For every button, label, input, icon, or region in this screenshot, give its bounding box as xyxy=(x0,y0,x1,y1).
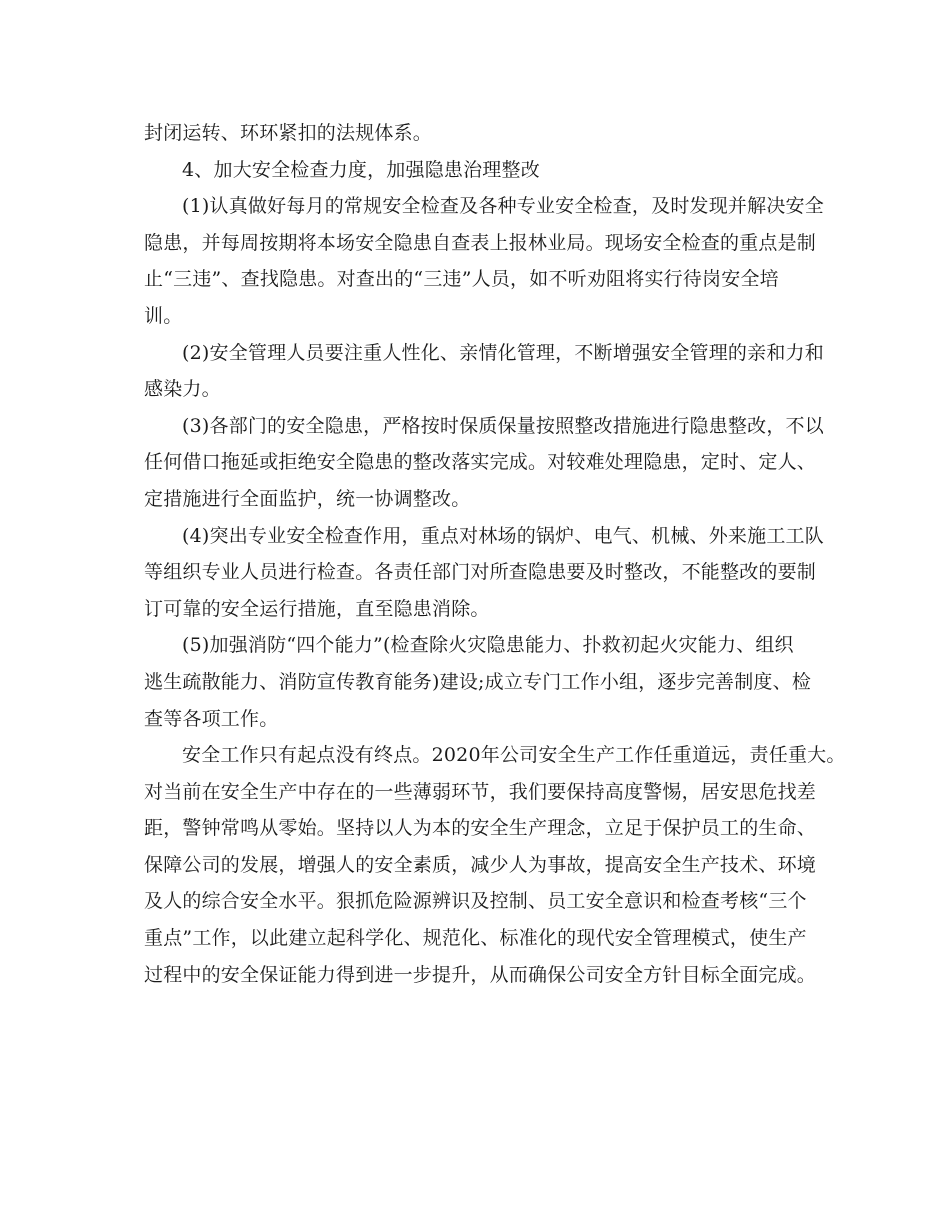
text-line: 感染力。 xyxy=(144,378,221,401)
text-line: (2)安全管理人员要注重人性化、亲情化管理，不断增强安全管理的亲和力和 xyxy=(182,341,824,364)
text-line: 保障公司的发展，增强人的安全素质，减少人为事故，提高安全生产技术、环境 xyxy=(144,853,817,876)
text-line: (1)认真做好每月的常规安全检查及各种专业安全检查，及时发现并解决安全 xyxy=(182,195,824,218)
text-line: 及人的综合安全水平。狠抓危险源辨识及控制、员工安全意识和检查考核“三个 xyxy=(144,890,807,913)
text-line: 定措施进行全面监护，统一协调整改。 xyxy=(144,487,471,510)
text-line: 过程中的安全保证能力得到进一步提升，从而确保公司安全方针目标全面完成。 xyxy=(144,963,817,986)
text-line: (5)加强消防“四个能力”(检查除火灾隐患能力、扑救初起火灾能力、组织 xyxy=(182,634,794,657)
text-line: 4、加大安全检查力度，加强隐患治理整改 xyxy=(182,158,540,181)
text-line: 等组织专业人员进行检查。各责任部门对所查隐患要及时整改，不能整改的要制 xyxy=(144,561,817,584)
text-line: 封闭运转、环环紧扣的法规体系。 xyxy=(144,122,433,144)
text-line: 距，警钟常鸣从零始。坚持以人为本的安全生产理念，立足于保护员工的生命、 xyxy=(144,817,817,840)
text-line: 安全工作只有起点没有终点。2020年公司安全生产工作任重道远，责任重大。 xyxy=(182,744,846,767)
text-line: 订可靠的安全运行措施，直至隐患消除。 xyxy=(144,597,490,620)
text-line: (4)突出专业安全检查作用，重点对林场的锅炉、电气、机械、外来施工工队 xyxy=(182,524,824,547)
text-line: 止“三违”、查找隐患。对查出的“三违”人员，如不听劝阻将实行待岗安全培 xyxy=(144,268,779,291)
text-line: (3)各部门的安全隐患，严格按时保质保量按照整改措施进行隐患整改，不以 xyxy=(182,414,824,437)
text-line: 训。 xyxy=(144,304,183,327)
text-line: 对当前在安全生产中存在的一些薄弱环节，我们要保持高度警惕，居安思危找差 xyxy=(144,780,817,803)
text-line: 重点”工作，以此建立起科学化、规范化、标准化的现代安全管理模式，使生产 xyxy=(144,927,807,950)
document-body xyxy=(144,115,846,993)
text-line: 查等各项工作。 xyxy=(144,707,279,730)
text-line: 逃生疏散能力、消防宣传教育能务)建设;成立专门工作小组，逐步完善制度、检 xyxy=(144,670,812,693)
text-line: 任何借口拖延或拒绝安全隐患的整改落实完成。对较难处理隐患，定时、定人、 xyxy=(144,451,817,474)
text-line: 隐患，并每周按期将本场安全隐患自查表上报林业局。现场安全检查的重点是制 xyxy=(144,231,817,254)
